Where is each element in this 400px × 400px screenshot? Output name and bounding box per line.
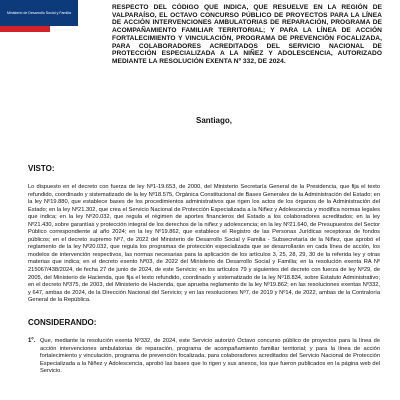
considerando-item-number: 1º.	[28, 338, 36, 344]
logo-text: Ministerio de Desarrollo Social y Familia	[7, 11, 71, 15]
considerando-heading: CONSIDERANDO:	[28, 318, 97, 327]
place-label: Santiago,	[196, 116, 233, 125]
visto-body: Lo dispuesto en el decreto con fuerza de ley Nº1-19.653, de 2000, del Ministerio Secretaría General de la Presidencia, que fija el texto refundido, coordinado y sistematizado de la ley Nº18.575, Orgánica Constitucional de Bases Generales de la Administración del Estado; en la ley Nº19.880, que establece bases de los procedimientos administrativos que rigen los actos de los órganos de la Administración del Estado; en la ley Nº21.302, que crea el Servicio Nacional de Protección Especializada a la Niñez y Adolescencia y modifica normas legales que indica; en la ley Nº20.032, que regula el régimen de aportes financieros del Estado a los colaboradores acreditados; en la ley Nº21.430, sobre garantías y protección integral de los derechos de la niñez y adolescencia; en la ley Nº21.640, de Presupuestos del Sector Público correspondiente al año 2024; en la ley Nº19.862, que establece el Registro de las Personas Jurídicas receptoras de fondos públicos; en el decreto supremo Nº7, de 2022 del Ministerio de Desarrollo Social y Familia - Subsecretaría de la Niñez, que aprobó el reglamento de la ley Nº20.032, que regula los programas de protección especializada que se desarrollarán en cada línea de acción, los modelos de intervención respectivos, las normas necesarias para la aplicación de los artículos 3, 25, 28, 29, 30 de la referida ley y otras materias que indica; en el decreto exento Nº03, de 2022 del Ministerio de Desarrollo Social y Familia; en la resolución exenta RA Nº 215067/438/2024, de fecha 27 de junio de 2024, de este Servicio; en los artículos 79 y siguientes del decreto con fuerza de ley Nº29, de 2005, del Ministerio de Hacienda, que fija el texto refundido, coordinado y sistematizado de la ley Nº18.834, sobre Estatuto Administrativo; en el decreto Nº375, de 2003, del Ministerio de Hacienda, que aprueba reglamento de la ley Nº19.862; en las resoluciones exentas Nº332, y 647, ambas de 2024, de la Dirección Nacional del Servicio; y en las resoluciones Nº7, de 2019 y Nº14, de 2022, ambas de la Contraloría General de la República.	[28, 184, 380, 304]
logo-red-band	[0, 26, 50, 32]
resolution-title: RESPECTO DEL CÓDIGO QUE INDICA, QUE RESUELVE EN LA REGIÓN DE VALPARAÍSO, EL OCTAVO CONCURSO PÚBLICO DE PROYECTOS PARA LA LÍNEA DE ACCIÓN INTERVENCIONES AMBULATORIAS DE REPARACIÓN, PROGRAMA DE ACOMPAÑAMIENTO FAMILIAR TERRITORIAL; Y PARA LA LÍNEA DE ACCIÓN FORTALECIMIENTO Y VINCULACIÓN, PROGRAMA DE PREVENCIÓN FOCALIZADA, PARA COLABORADORES ACREDITADOS DEL SERVICIO NACIONAL DE PROTECCIÓN ESPECIALIZADA A LA NIÑEZ Y ADOLESCENCIA, AUTORIZADO MEDIANTE LA RESOLUCIÓN EXENTA Nº 332, DE 2024.	[112, 4, 382, 65]
ministry-logo	[0, 0, 78, 36]
considerando-item-text: Que, mediante la resolución exenta Nº332, de 2024, este Servicio autorizó Octavo concurso público de proyectos para la línea de acción intervenciones ambulatorias de reparación, programa de acompañamiento familiar territorial; y para la línea de acción fortalecimiento y vinculación, programa de prevención focalizada, para colaboradores acreditados del Servicio Nacional de Protección Especializada a la Niñez y Adolescencia, aprobó las bases que lo rigen y sus anexos, los que fueron publicados en la página web del Servicio.	[40, 338, 380, 375]
visto-heading: VISTO:	[28, 164, 55, 173]
considerando-item	[28, 338, 380, 376]
logo-blue-band	[0, 0, 78, 26]
